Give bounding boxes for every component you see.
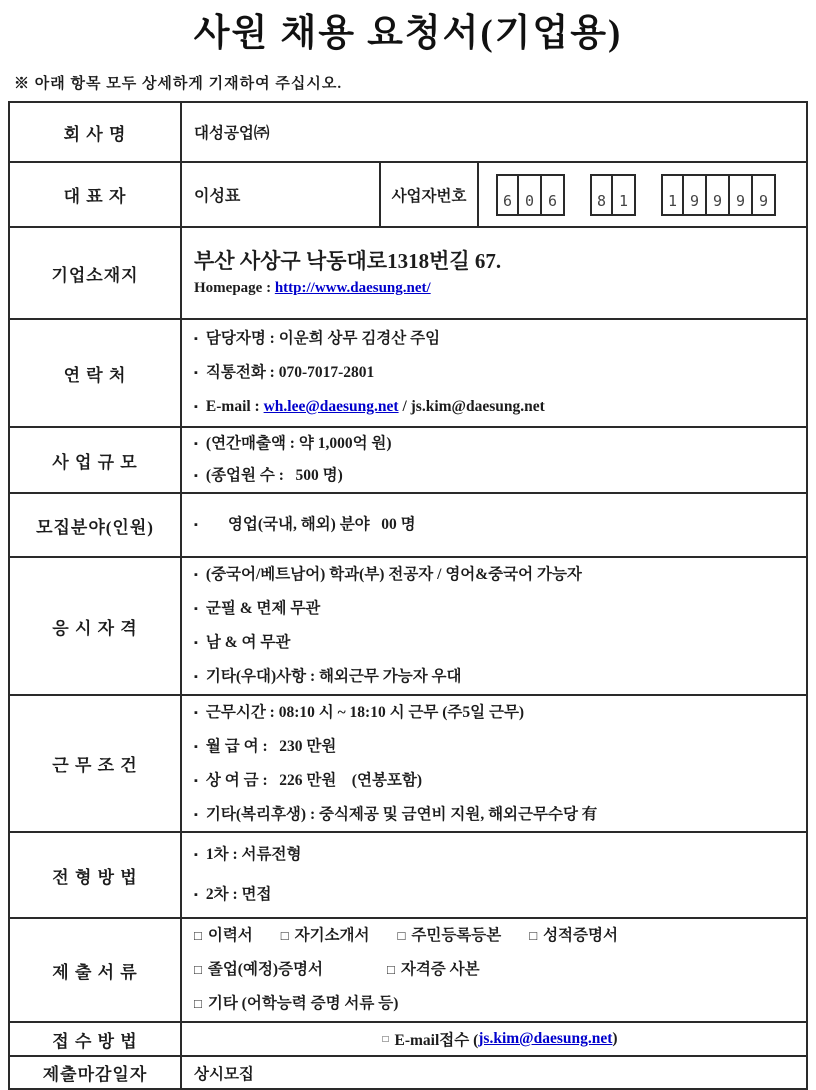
field-label-work-conditions: 근 무 조 건 [10, 696, 182, 831]
qualification-line [194, 558, 806, 592]
field-label-ceo: 대 표 자 [10, 163, 182, 226]
recruit-field-line [194, 508, 806, 542]
checkbox-icon: □ [194, 928, 202, 943]
checkbox-icon: □ [387, 962, 395, 977]
row-company-name [10, 103, 806, 161]
documents-line-3 [194, 987, 806, 1021]
recruitment-form-table [8, 101, 808, 1090]
field-label-company: 회 사 명 [10, 103, 182, 161]
address-value [182, 228, 806, 318]
deadline-value [182, 1057, 806, 1088]
work-conditions-line [194, 730, 806, 764]
bullet-icon: ▪ [194, 603, 198, 615]
biznum-group-3 [661, 174, 776, 216]
bullet-icon: ▪ [194, 438, 198, 450]
biznum-digit: 6 [542, 174, 565, 216]
biznum-group-1 [496, 174, 565, 216]
field-label-qualification: 응 시 자 격 [10, 558, 182, 694]
qualification-text: 기타(우대)사항 : 해외근무 가능자 우대 [205, 668, 462, 685]
contact-manager-text: 담당자명 : 이운희 상무 김경산 주임 [205, 330, 441, 347]
document-item [281, 919, 370, 953]
checkbox-icon: □ [397, 928, 406, 943]
recruit-field-text: 영업(국내, 해외) 분야 00 명 [227, 516, 416, 533]
work-conditions-line [194, 798, 806, 832]
business-number-digits [479, 163, 806, 226]
documents-line-2 [194, 953, 806, 987]
selection-step-line [194, 835, 806, 875]
bullet-icon: ▪ [194, 519, 198, 531]
apply-method-value [182, 1023, 806, 1055]
field-label-apply-method: 접 수 방 법 [10, 1023, 182, 1055]
bonus-text: 상 여 금 : 226 만원 (연봉포함) [205, 771, 423, 789]
work-conditions-value [182, 696, 806, 831]
bullet-icon: ▪ [194, 706, 198, 719]
document-item [194, 919, 253, 953]
biznum-digit: 1 [661, 174, 684, 216]
field-label-documents: 제 출 서 류 [10, 919, 182, 1021]
bullet-icon: ▪ [194, 849, 198, 861]
selection-step-line [194, 875, 806, 915]
row-work-conditions [10, 694, 806, 831]
document-item [398, 919, 502, 953]
contact-manager-line [194, 322, 806, 356]
qualification-text: 남 & 여 무관 [205, 634, 291, 651]
email-label: E-mail : [205, 398, 264, 415]
email-secondary-text: / js.kim@daesung.net [398, 398, 545, 415]
field-label-deadline: 제출마감일자 [10, 1057, 182, 1088]
ceo-name-value [182, 163, 379, 226]
checkbox-icon: □ [529, 928, 538, 943]
company-name-value [182, 103, 806, 161]
row-ceo [10, 161, 806, 226]
documents-value [182, 919, 806, 1021]
contact-value [182, 320, 806, 426]
documents-line-1 [194, 919, 806, 953]
biznum-digit: 8 [590, 174, 613, 216]
document-item-text: 주민등록등본 [411, 927, 502, 944]
document-item [194, 987, 398, 1021]
field-label-business-number: 사업자번호 [379, 163, 479, 226]
selection-step1-text: 1차 : 서류전형 [205, 846, 302, 863]
biznum-digit: 9 [684, 174, 707, 216]
monthly-salary-text: 월 급 여 : 230 만원 [205, 737, 337, 755]
address-text: 부산 사상구 낙동대로1318번길 67. [194, 249, 502, 273]
qualification-text: (중국어/베트남어) 학과(부) 전공자 / 영어&중국어 가능자 [205, 566, 582, 583]
contact-phone-text: 직통전화 : 070-7017-2801 [205, 364, 375, 381]
document-item-text: 성적증명서 [543, 927, 618, 944]
qualification-line [194, 660, 806, 694]
document-item-text: 자기소개서 [294, 927, 370, 944]
scale-revenue-line [194, 428, 806, 460]
field-label-recruit-field: 모집분야(인원) [10, 494, 182, 556]
document-item-text: 이력서 [207, 927, 253, 944]
bullet-icon: ▪ [194, 333, 198, 345]
selection-value [182, 833, 806, 917]
qualification-value [182, 558, 806, 694]
row-address [10, 226, 806, 318]
row-contact [10, 318, 806, 426]
bullet-icon: ▪ [194, 367, 198, 379]
deadline-text: 상시모집 [194, 1065, 254, 1083]
contact-phone-line [194, 356, 806, 390]
row-documents [10, 917, 806, 1021]
bullet-icon: ▪ [194, 470, 198, 482]
biznum-digit: 9 [730, 174, 753, 216]
biznum-digit: 9 [753, 174, 776, 216]
biznum-group-2 [590, 174, 636, 216]
scale-revenue-text: (연간매출액 : 약 1,000억 원) [205, 435, 392, 452]
qualification-line [194, 592, 806, 626]
homepage-line [194, 276, 806, 300]
row-selection-method [10, 831, 806, 917]
field-label-scale: 사 업 규 모 [10, 428, 182, 492]
bullet-icon: ▪ [194, 401, 198, 413]
scale-employees-line [194, 460, 806, 492]
field-label-address: 기업소재지 [10, 228, 182, 318]
document-item-text: 졸업(예정)증명서 [207, 961, 323, 978]
row-business-scale [10, 426, 806, 492]
scale-employees-text: (종업원 수 : 500 명) [205, 467, 343, 484]
benefits-text: 기타(복리후생) : 중식제공 및 금연비 지원, 해외근무수당 有 [205, 805, 598, 823]
field-label-selection: 전 형 방 법 [10, 833, 182, 917]
document-item-text: 자격증 사본 [400, 961, 480, 978]
bullet-icon: ▪ [194, 889, 198, 901]
qualification-line [194, 626, 806, 660]
company-name-text: 대성공업㈜ [194, 125, 270, 142]
contact-email-line [194, 390, 806, 424]
ceo-name-text: 이성표 [194, 188, 241, 205]
biznum-digit: 1 [613, 174, 636, 216]
apply-method-suffix: ) [612, 1030, 618, 1047]
qualification-text: 군필 & 면제 무관 [205, 600, 321, 617]
document-item [529, 919, 618, 953]
work-conditions-line [194, 696, 806, 730]
row-recruit-field [10, 492, 806, 556]
work-conditions-line [194, 764, 806, 798]
homepage-link[interactable]: http://www.daesung.net/ [274, 280, 431, 296]
bullet-icon: ▪ [194, 671, 198, 683]
bullet-icon: ▪ [194, 569, 198, 581]
recruit-field-value [182, 494, 806, 556]
instruction-note: ※ 아래 항목 모두 상세하게 기재하여 주십시오. [14, 76, 343, 92]
bullet-icon: ▪ [194, 740, 198, 753]
selection-step2-text: 2차 : 면접 [205, 886, 272, 903]
checkbox-icon: □ [194, 962, 202, 977]
bullet-icon: ▪ [194, 637, 198, 649]
biznum-digit: 6 [496, 174, 519, 216]
row-apply-method [10, 1021, 806, 1055]
field-label-contact: 연 락 처 [10, 320, 182, 426]
email-link-primary[interactable]: wh.lee@daesung.net [263, 398, 399, 415]
document-item [194, 953, 323, 987]
checkbox-icon: □ [382, 1033, 389, 1045]
work-hours-text: 근무시간 : 08:10 시 ~ 18:10 시 근무 (주5일 근무) [205, 703, 525, 721]
homepage-label: Homepage : [194, 280, 275, 296]
row-qualification [10, 556, 806, 694]
document-item-text: 기타 (어학능력 증명 서류 등) [207, 995, 399, 1012]
apply-method-text: E-mail접수 ( [394, 1032, 479, 1049]
bullet-icon: ▪ [194, 774, 198, 787]
scale-value [182, 428, 806, 492]
row-deadline [10, 1055, 806, 1088]
checkbox-icon: □ [280, 928, 289, 943]
document-item [387, 953, 480, 987]
bullet-icon: ▪ [194, 808, 198, 821]
biznum-digit: 9 [707, 174, 730, 216]
page-title: 사원 채용 요청서(기업용) [193, 13, 623, 54]
biznum-digit: 0 [519, 174, 542, 216]
checkbox-icon: □ [194, 996, 202, 1011]
apply-email-link[interactable]: js.kim@daesung.net [478, 1030, 613, 1047]
